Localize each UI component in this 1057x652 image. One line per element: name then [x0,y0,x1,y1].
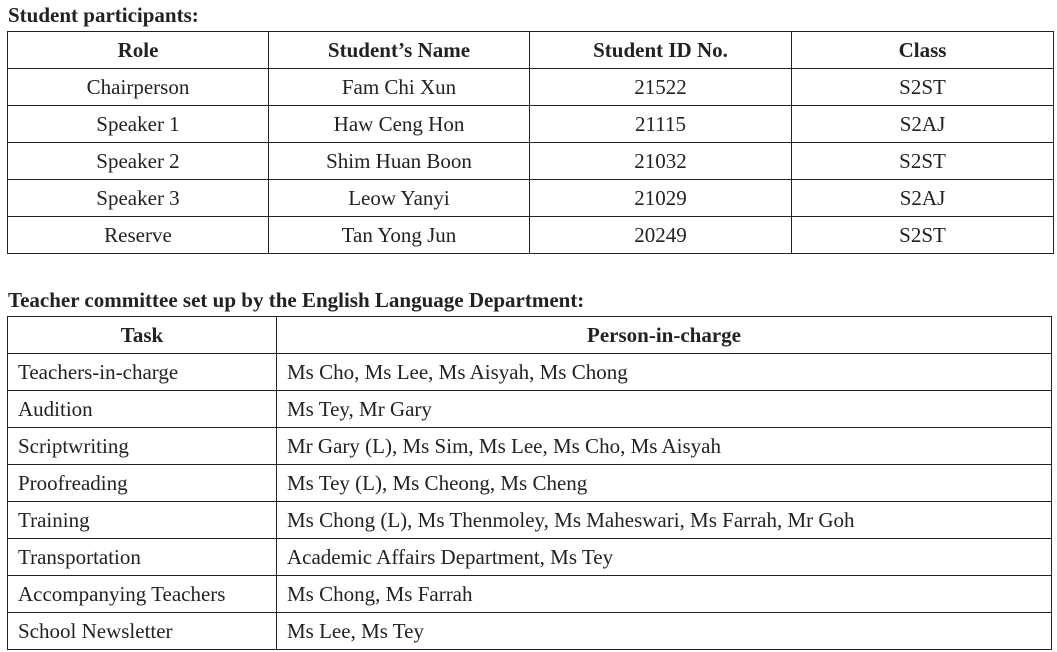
table-cell: Proofreading [8,465,277,502]
table-cell: Audition [8,391,277,428]
teacher-committee-table [7,316,1052,650]
table-cell: School Newsletter [8,613,277,650]
table-cell: 21522 [530,69,792,106]
table-cell: Accompanying Teachers [8,576,277,613]
table-row [8,69,1054,106]
column-header: Student’s Name [269,32,530,69]
table-cell: S2AJ [792,180,1054,217]
column-header: Person-in-charge [277,317,1052,354]
table-cell: Tan Yong Jun [269,217,530,254]
table-cell: 21032 [530,143,792,180]
table-cell: Speaker 2 [8,143,269,180]
column-header: Task [8,317,277,354]
table-row [8,391,1052,428]
table-row [8,354,1052,391]
table-cell: Haw Ceng Hon [269,106,530,143]
table-cell: Ms Chong (L), Ms Thenmoley, Ms Maheswari, Ms Farrah, Mr Goh [277,502,1052,539]
table-cell: Scriptwriting [8,428,277,465]
table-cell: Ms Lee, Ms Tey [277,613,1052,650]
table-row [8,465,1052,502]
table-row [8,180,1054,217]
table-cell: Transportation [8,539,277,576]
teacher-committee-heading: Teacher committee set up by the English Language Department: [8,288,585,312]
table-cell: S2ST [792,217,1054,254]
table-row [8,143,1054,180]
table-header-row [8,32,1054,69]
table-header-row [8,317,1052,354]
column-header: Role [8,32,269,69]
table-cell: Fam Chi Xun [269,69,530,106]
table-row [8,106,1054,143]
table-row [8,428,1052,465]
table-cell: Leow Yanyi [269,180,530,217]
table-cell: Training [8,502,277,539]
table-cell: Ms Tey, Mr Gary [277,391,1052,428]
table-cell: Ms Cho, Ms Lee, Ms Aisyah, Ms Chong [277,354,1052,391]
table-cell: 21029 [530,180,792,217]
table-cell: Academic Affairs Department, Ms Tey [277,539,1052,576]
table-cell: 20249 [530,217,792,254]
table-cell: Teachers-in-charge [8,354,277,391]
table-cell: Speaker 1 [8,106,269,143]
table-cell: Speaker 3 [8,180,269,217]
column-header: Class [792,32,1054,69]
table-row [8,539,1052,576]
table-row [8,576,1052,613]
table-cell: Shim Huan Boon [269,143,530,180]
table-cell: 21115 [530,106,792,143]
table-cell: S2ST [792,143,1054,180]
table-cell: Ms Chong, Ms Farrah [277,576,1052,613]
table-row [8,502,1052,539]
column-header: Student ID No. [530,32,792,69]
table-cell: S2ST [792,69,1054,106]
table-row [8,217,1054,254]
student-participants-table [7,31,1054,254]
table-cell: Ms Tey (L), Ms Cheong, Ms Cheng [277,465,1052,502]
table-row [8,613,1052,650]
table-cell: S2AJ [792,106,1054,143]
student-participants-heading: Student participants: [8,3,199,27]
table-cell: Chairperson [8,69,269,106]
table-cell: Reserve [8,217,269,254]
table-cell: Mr Gary (L), Ms Sim, Ms Lee, Ms Cho, Ms Aisyah [277,428,1052,465]
